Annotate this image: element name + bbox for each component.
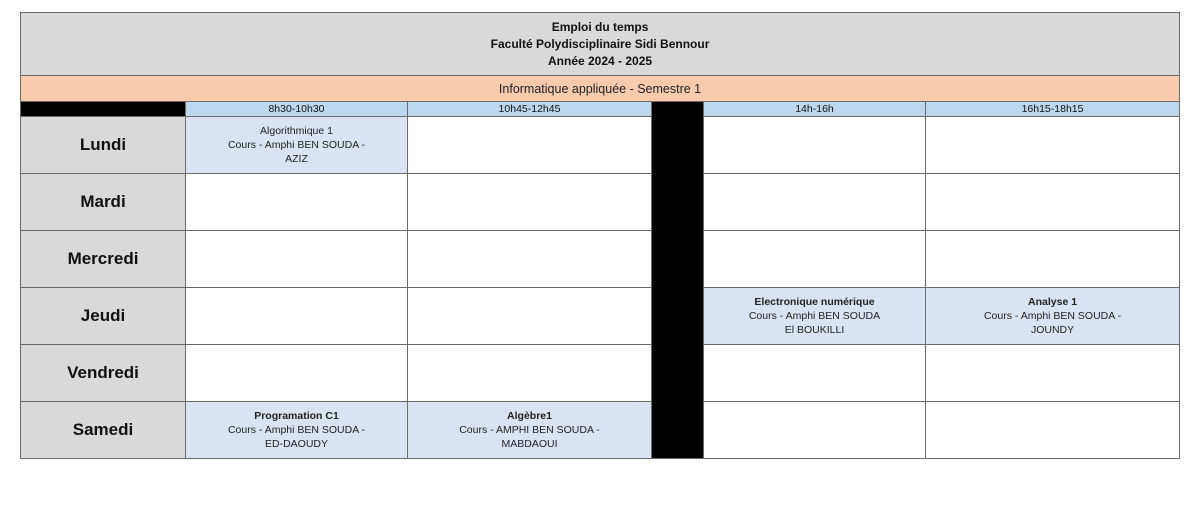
course-cell-lundi-1[interactable] [186,117,408,174]
empty-cell [704,345,926,402]
empty-cell [704,402,926,459]
day-label-mardi: Mardi [21,174,186,231]
course-teacher: MABDAOUI [501,438,558,450]
course-location: Cours - Amphi BEN SOUDA - [983,310,1122,322]
course-cell-samedi-1[interactable] [186,402,408,459]
day-row-lundi [21,117,1180,174]
course-name: Algèbre1 [507,410,552,422]
slot-header-1: 8h30-10h30 [186,102,408,117]
slot-header-3: 14h-16h [704,102,926,117]
faculty-name: Faculté Polydisciplinaire Sidi Bennour [490,36,710,51]
empty-cell [704,231,926,288]
empty-cell [926,402,1180,459]
course-teacher: AZIZ [285,153,308,165]
empty-cell [704,174,926,231]
corner-cell [21,102,186,117]
empty-cell [186,174,408,231]
empty-cell [704,117,926,174]
course-name: Analyse 1 [1028,296,1078,308]
slot-header-4: 16h15-18h15 [926,102,1180,117]
academic-year: Année 2024 - 2025 [548,53,653,68]
day-row-vendredi [21,345,1180,402]
day-label-vendredi: Vendredi [21,345,186,402]
course-cell-samedi-2[interactable] [408,402,652,459]
course-location: Cours - Amphi BEN SOUDA - [227,139,366,151]
empty-cell [408,345,652,402]
empty-cell [408,117,652,174]
program-label: Informatique appliquée - Semestre 1 [21,76,1180,102]
course-cell-jeudi-3[interactable] [704,288,926,345]
day-label-mercredi: Mercredi [21,231,186,288]
empty-cell [926,231,1180,288]
course-teacher: ED-DAOUDY [264,438,328,450]
course-teacher: El BOUKILLI [784,324,845,336]
timetable [20,12,1180,459]
slot-header-2: 10h45-12h45 [408,102,652,117]
course-cell-jeudi-4[interactable] [926,288,1180,345]
course-location: Cours - Amphi BEN SOUDA [748,310,881,322]
day-label-jeudi: Jeudi [21,288,186,345]
course-teacher: JOUNDY [1030,324,1075,336]
day-row-mardi [21,174,1180,231]
empty-cell [186,288,408,345]
slot-header-row [21,102,1180,117]
timetable-container [20,12,1179,459]
course-location: Cours - AMPHI BEN SOUDA - [459,424,600,436]
day-row-jeudi [21,288,1180,345]
empty-cell [926,117,1180,174]
course-name: Algorithmique 1 [260,125,333,137]
timetable-header [21,13,1180,76]
empty-cell [408,288,652,345]
timetable-title: Emploi du temps [551,19,649,34]
day-label-samedi: Samedi [21,402,186,459]
lunch-break-column [652,102,704,459]
empty-cell [926,345,1180,402]
day-label-lundi: Lundi [21,117,186,174]
program-row [21,76,1180,102]
empty-cell [186,345,408,402]
empty-cell [186,231,408,288]
day-row-samedi [21,402,1180,459]
course-name: Programation C1 [254,410,339,422]
empty-cell [408,231,652,288]
title-row [21,13,1180,76]
day-row-mercredi [21,231,1180,288]
course-name: Electronique numérique [754,296,875,308]
course-location: Cours - Amphi BEN SOUDA - [227,424,366,436]
empty-cell [408,174,652,231]
empty-cell [926,174,1180,231]
